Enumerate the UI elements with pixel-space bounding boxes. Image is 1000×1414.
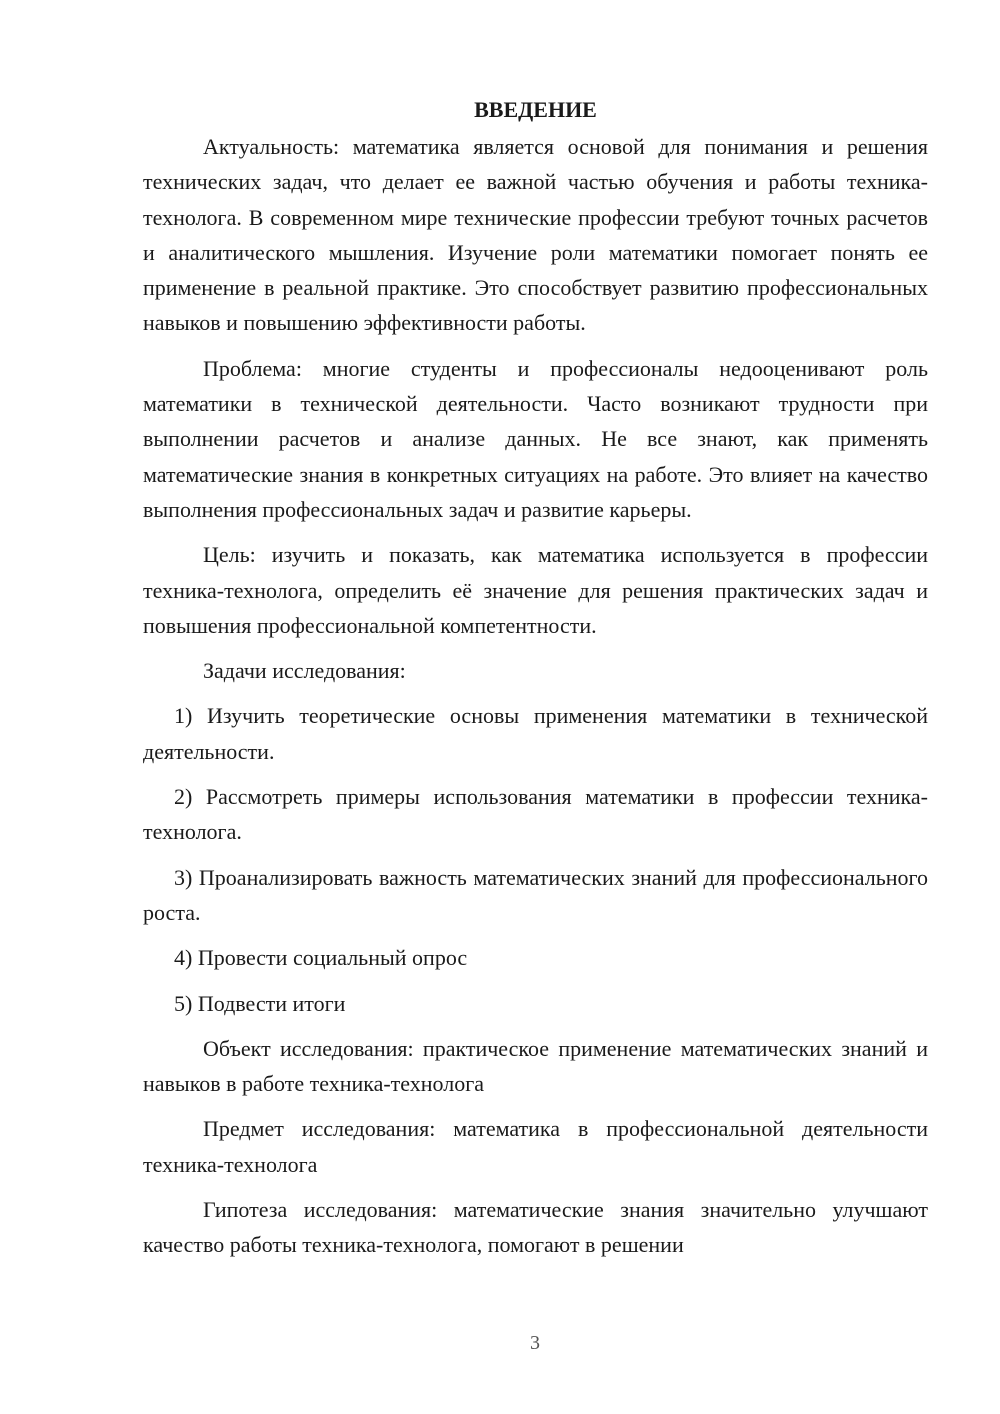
document-body bbox=[143, 92, 928, 1273]
section-title: ВВЕДЕНИЕ bbox=[474, 97, 597, 122]
paragraph-tasks-heading: Задачи исследования: bbox=[203, 658, 406, 684]
task-item-4: 4) Провести социальный опрос bbox=[174, 945, 468, 971]
paragraph-problem: Проблема: многие студенты и профессионалы недооценивают роль математики в технической деятельности. Часто возникают трудности при выполнении расчетов и анализе данных. Не все знают, как применять математические знания в конкретных ситуациях на работе. Это влияет на качество выполнения профессиональных задач и развитие карьеры. bbox=[143, 355, 928, 522]
paragraph-relevance: Актуальность: математика является основой для понимания и решения технических задач, что делает ее важной частью обучения и работы техника-технолога. В современном мире технические профессии требуют точных расчетов и аналитического мышления. Изучение роли математики помогает понять ее применение в реальной практике. Это способствует развитию профессиональных навыков и повышению эффективности работы. bbox=[143, 134, 928, 336]
task-item-5: 5) Подвести итоги bbox=[174, 990, 346, 1016]
paragraph-subject: Предмет исследования: математика в профессиональной деятельности техника-технолога bbox=[143, 1116, 928, 1177]
task-item-1: 1) Изучить теоретические основы применения математики в технической деятельности. bbox=[143, 703, 928, 764]
task-item-3: 3) Проанализировать важность математических знаний для профессионального роста. bbox=[143, 864, 928, 925]
page-number: 3 bbox=[530, 1332, 540, 1354]
paragraph-object: Объект исследования: практическое применение математических знаний и навыков в работе техника-технолога bbox=[143, 1035, 928, 1097]
paragraph-goal: Цель: изучить и показать, как математика используется в профессии техника-технолога, определить её значение для решения практических задач и повышения профессиональной компетентности. bbox=[143, 542, 928, 638]
paragraph-hypothesis: Гипотеза исследования: математические знания значительно улучшают качество работы техника-технолога, помогают в решении bbox=[143, 1197, 928, 1258]
task-item-2: 2) Рассмотреть примеры использования математики в профессии техника-технолога. bbox=[143, 784, 928, 845]
